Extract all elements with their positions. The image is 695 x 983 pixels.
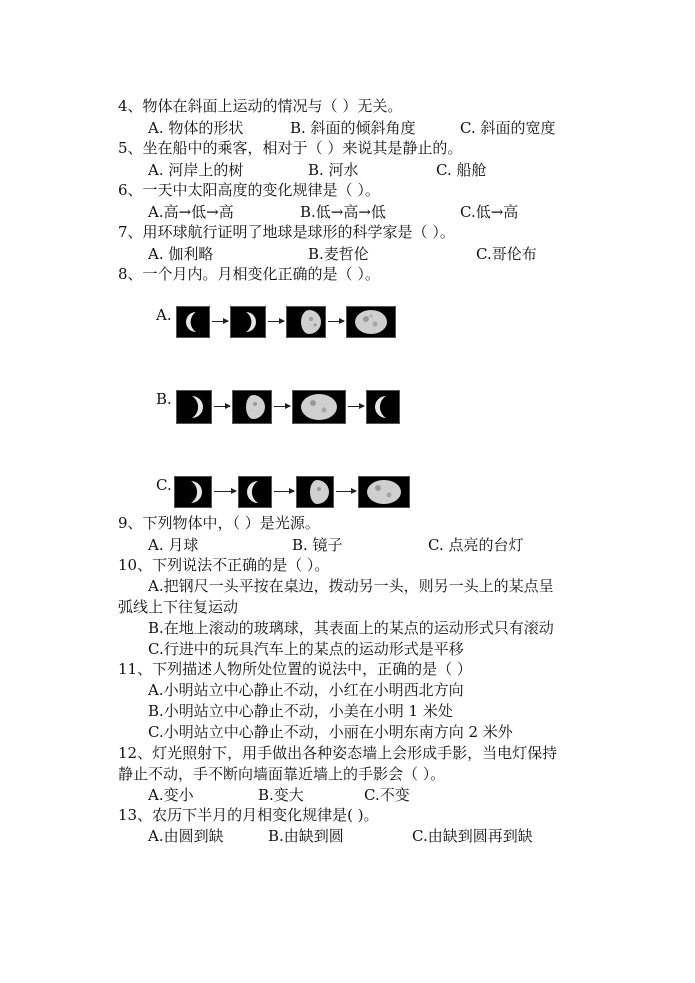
moon-c4-full-moon-icon	[358, 476, 410, 508]
arrow-icon	[336, 491, 356, 492]
question-12-stem: 12、灯光照射下，用手做出各种姿态墙上会形成手影，当电灯保持	[118, 744, 558, 762]
question-6-option-b[interactable]: B.低→高→低	[300, 203, 386, 221]
question-5-option-a[interactable]: A. 河岸上的树	[148, 161, 244, 179]
question-12-option-a[interactable]: A.变小	[148, 786, 194, 804]
question-10-option-a-continued: 弧线上下往复运动	[118, 598, 239, 616]
question-11-option-c[interactable]: C.小明站立中心静止不动，小丽在小明东南方向 2 米外	[148, 723, 513, 741]
question-11-option-b[interactable]: B.小明站立中心静止不动，小美在小明 1 米处	[148, 702, 453, 720]
moon-b3-full-moon-icon	[292, 390, 346, 424]
arrow-icon	[274, 406, 290, 407]
question-5-stem: 5、坐在船中的乘客，相对于（ ）来说其是静止的。	[118, 139, 463, 157]
moon-a2-waning-crescent-icon	[230, 306, 266, 338]
question-10-option-b[interactable]: B.在地上滚动的玻璃球，其表面上的某点的运动形式只有滚动	[148, 619, 554, 637]
question-7-option-a[interactable]: A. 伽利略	[148, 245, 214, 263]
question-6-option-a[interactable]: A.高→低→高	[148, 203, 234, 221]
question-4-option-b[interactable]: B. 斜面的倾斜角度	[290, 119, 416, 137]
question-10-option-c[interactable]: C.行进中的玩具汽车上的某点的运动形式是平移	[148, 640, 464, 658]
moon-a4-full-moon-icon	[346, 306, 396, 338]
moon-a3-waxing-gibbous-icon	[286, 306, 326, 338]
question-13-option-a[interactable]: A.由圆到缺	[148, 827, 224, 845]
moon-b2-waxing-gibbous-icon	[232, 390, 272, 424]
arrow-icon	[268, 321, 284, 322]
moon-a1-waxing-crescent-icon	[176, 306, 210, 338]
question-4-stem: 4、物体在斜面上运动的情况与（ ）无关。	[118, 97, 403, 115]
moon-b4-waning-crescent-icon	[366, 390, 400, 424]
question-13-option-b[interactable]: B.由缺到圆	[268, 827, 344, 845]
moon-c3-waxing-gibbous-icon	[296, 476, 334, 508]
question-4-option-c[interactable]: C. 斜面的宽度	[460, 119, 556, 137]
question-10-option-a[interactable]: A.把钢尺一头平按在桌边，拨动另一头，则另一头上的某点呈	[148, 577, 554, 595]
arrow-icon	[328, 321, 344, 322]
moon-option-b[interactable]	[156, 388, 416, 428]
question-9-option-b[interactable]: B. 镜子	[292, 536, 343, 554]
moon-option-b-label: B.	[156, 390, 172, 408]
question-12-stem-continued: 静止不动，手不断向墙面靠近墙上的手影会（ ）。	[118, 765, 446, 783]
moon-c2-waning-crescent-icon	[238, 476, 272, 508]
question-12-option-c[interactable]: C.不变	[364, 786, 410, 804]
question-11-stem: 11、下列描述人物所处位置的说法中，正确的是（ ）	[118, 660, 472, 678]
moon-option-a[interactable]	[156, 304, 416, 344]
question-6-option-c[interactable]: C.低→高	[460, 203, 519, 221]
question-13-option-c[interactable]: C.由缺到圆再到缺	[412, 827, 533, 845]
question-9-stem: 9、下列物体中，（ ）是光源。	[118, 514, 320, 532]
question-4-option-a[interactable]: A. 物体的形状	[148, 119, 244, 137]
moon-option-a-label: A.	[156, 306, 172, 324]
question-7-option-c[interactable]: C.哥伦布	[476, 245, 537, 263]
question-10-stem: 10、下列说法不正确的是（ ）。	[118, 556, 330, 574]
moon-option-c-label: C.	[156, 476, 172, 494]
arrow-icon	[274, 491, 294, 492]
arrow-icon	[348, 406, 364, 407]
arrow-icon	[212, 321, 228, 322]
question-11-option-a[interactable]: A.小明站立中心静止不动，小红在小明西北方向	[148, 681, 464, 699]
question-5-option-b[interactable]: B. 河水	[308, 161, 359, 179]
question-7-option-b[interactable]: B.麦哲伦	[308, 245, 369, 263]
question-9-option-a[interactable]: A. 月球	[148, 536, 199, 554]
arrow-icon	[214, 491, 236, 492]
question-8-stem: 8、一个月内。月相变化正确的是（ ）。	[118, 265, 380, 283]
arrow-icon	[214, 406, 230, 407]
question-6-stem: 6、一天中太阳高度的变化规律是（ ）。	[118, 181, 380, 199]
moon-option-c[interactable]	[156, 474, 416, 514]
question-7-stem: 7、用环球航行证明了地球是球形的科学家是（ ）。	[118, 223, 455, 241]
question-13-stem: 13、农历下半月的月相变化规律是( )。	[118, 806, 379, 824]
question-12-option-b[interactable]: B.变大	[258, 786, 304, 804]
question-5-option-c[interactable]: C. 船舱	[436, 161, 487, 179]
question-9-option-c[interactable]: C. 点亮的台灯	[428, 536, 524, 554]
moon-b1-waxing-crescent-icon	[176, 390, 212, 424]
moon-c1-waxing-crescent-icon	[174, 476, 212, 508]
